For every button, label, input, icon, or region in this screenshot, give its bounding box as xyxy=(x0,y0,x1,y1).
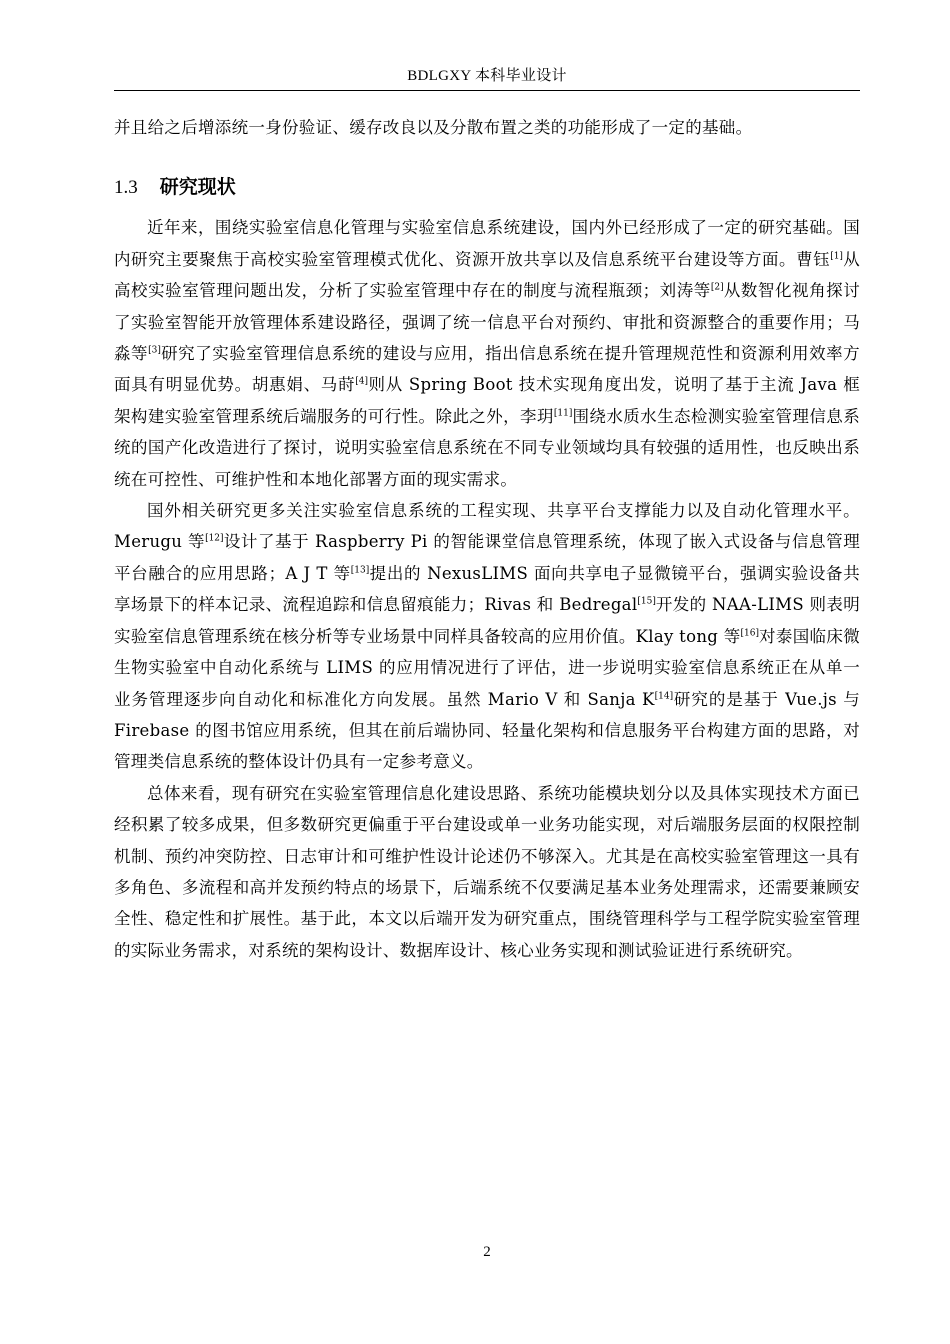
running-header: BDLGXY 本科毕业设计 xyxy=(407,68,567,84)
text-span: 国外相关研究更多关注实验室信息系统的工程实现、共享平台支撑能力以及自动化管理水平。Merugu 等 xyxy=(114,501,860,552)
continuation-paragraph: 并且给之后增添统一身份验证、缓存改良以及分散布置之类的功能形成了一定的基础。 xyxy=(114,118,753,137)
text-span: 从数智化视角探讨了实验室智能开放管理体系建设路径，强调了统一信息平台对预约、审批和资源整合的重要作用；马淼等 xyxy=(114,281,860,364)
text-span: 提出的 NexusLIMS 面向共享电子显微镜平台，强调实验设备共享场景下的样本记录、流程追踪和信息留痕能力；Rivas 和 Bedregal xyxy=(114,563,860,615)
text-span: 研究的是基于 Vue.js 与 Firebase 的图书馆应用系统，但其在前后端协同、轻量化架构和信息服务平台构建方面的思路，对管理类信息系统的整体设计仍具有一定参考意义。 xyxy=(114,689,860,772)
section-number: 1.3 xyxy=(114,177,138,199)
citation-ref: [12] xyxy=(205,533,224,544)
citation-ref: [16] xyxy=(740,628,760,639)
header-rule xyxy=(114,90,860,91)
citation-ref: [1] xyxy=(830,251,843,262)
text-span: 从高校实验室管理问题出发，分析了实验室管理中存在的制度与流程瓶颈；刘涛等 xyxy=(114,249,860,301)
section-title: 研究现状 xyxy=(159,176,236,199)
paragraph-summary: 总体来看，现有研究在实验室管理信息化建设思路、系统功能模块划分以及具体实现技术方面已经积累了较多成果，但多数研究更偏重于平台建设或单一业务功能实现，对后端服务层面的权限控制机制、预约冲突防控、日志审计和可维护性设计论述仍不够深入。尤其是在高校实验室管理这一具有多角色、多流程和高并发预约特点的场景下，后端系统不仅要满足基本业务处理需求，还需要兼顾安全性、稳定性和扩展性。基于此，本文以后端开发为研究重点，围绕管理科学与工程学院实验室管理的实际业务需求，对系统的架构设计、数据库设计、核心业务实现和测试验证进行系统研究。 xyxy=(114,783,860,960)
citation-ref: [4] xyxy=(355,376,369,387)
citation-ref: [15] xyxy=(637,596,656,607)
citation-ref: [11] xyxy=(553,408,573,419)
citation-ref: [14] xyxy=(654,691,674,701)
section-heading xyxy=(114,143,860,212)
paragraph-domestic-research xyxy=(114,212,860,495)
page-number: 2 xyxy=(483,1244,491,1260)
citation-ref: [13] xyxy=(350,565,370,576)
text-span: 近年来，围绕实验室信息化管理与实验室信息系统建设，国内外已经形成了一定的研究基础。国内研究主要聚焦于高校实验室管理模式优化、资源开放共享以及信息系统平台建设等方面。曹钰 xyxy=(114,218,860,269)
text-span: 研究了实验室管理信息系统的建设与应用，指出信息系统在提升管理规范性和资源利用效率方面具有明显优势。胡惠娟、马莳 xyxy=(114,344,860,395)
text-span: 围绕水质水生态检测实验室管理信息系统的国产化改造进行了探讨，说明实验室信息系统在不同专业领域均具有较强的适用性，也反映出系统在可控性、可维护性和本地化部署方面的现实需求。 xyxy=(114,406,860,489)
citation-ref: [3] xyxy=(148,345,161,356)
text-span: 对泰国临床微生物实验室中自动化系统与 LIMS 的应用情况进行了评估，进一步说明实验室信息系统正在从单一业务管理逐步向自动化和标准化方向发展。虽然 Mario V 和 Sanja K xyxy=(114,626,860,709)
paragraph-foreign-research xyxy=(114,495,860,778)
text-span: 开发的 NAA-LIMS 则表明实验室信息管理系统在核分析等专业场景中同样具备较高的应用价值。Klay tong 等 xyxy=(114,595,860,646)
citation-ref: [2] xyxy=(710,282,724,293)
page-body xyxy=(114,112,860,966)
text-span: 则从 Spring Boot 技术实现角度出发，说明了基于主流 Java 框架构建实验室管理系统后端服务的可行性。除此之外，李玥 xyxy=(114,375,861,426)
text-span: 设计了基于 Raspberry Pi 的智能课堂信息管理系统，体现了嵌入式设备与信息管理平台融合的应用思路；A J T 等 xyxy=(114,532,860,583)
